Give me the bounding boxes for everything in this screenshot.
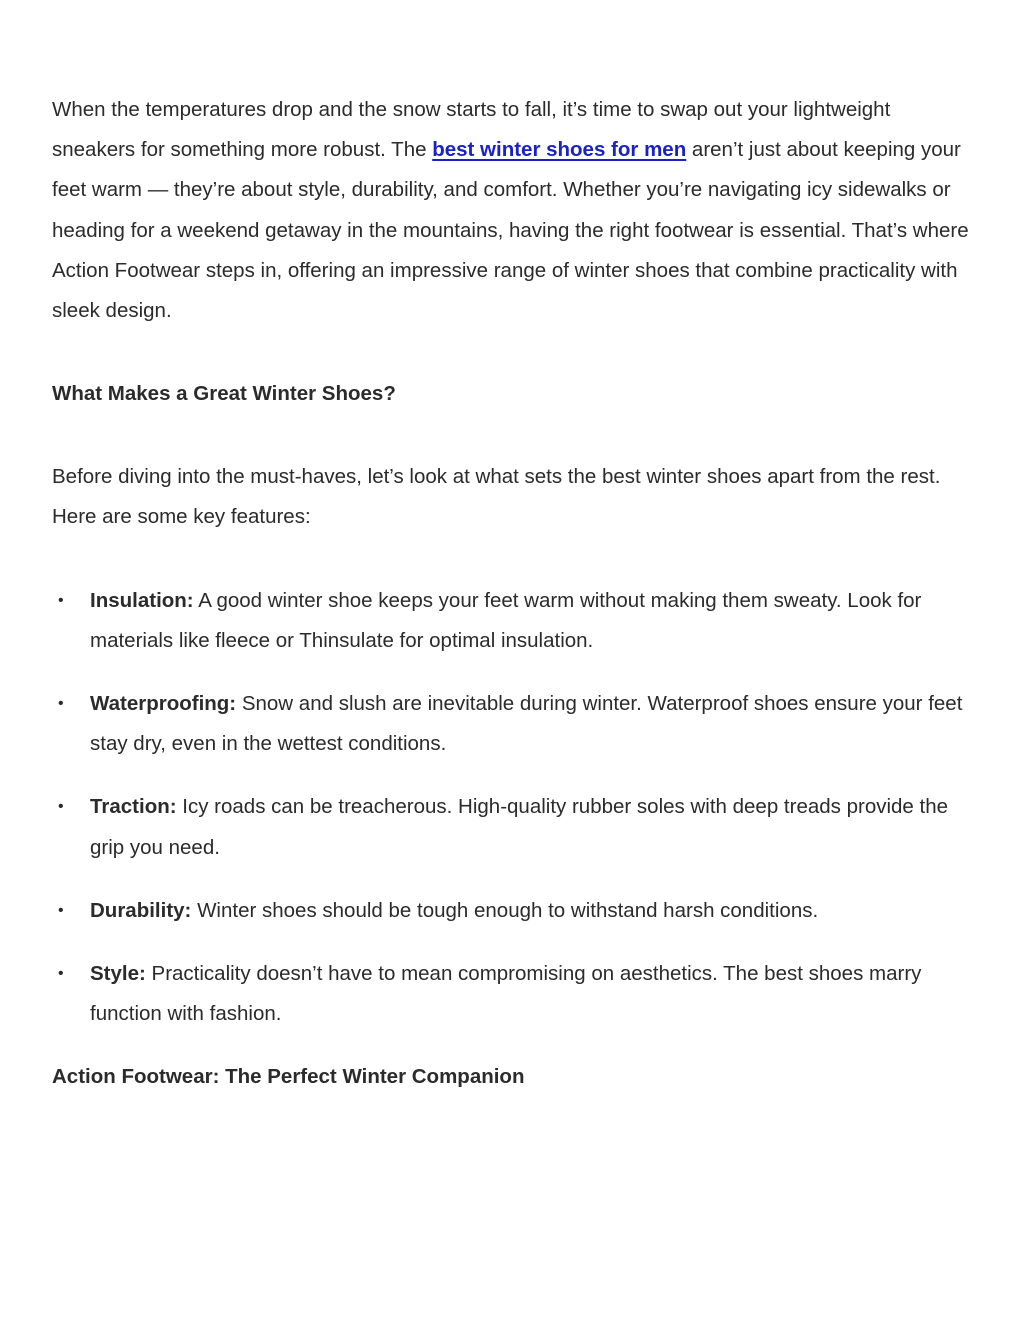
feature-term: Insulation: — [90, 588, 194, 612]
bullet-icon: • — [58, 798, 64, 816]
features-list — [52, 581, 976, 1035]
section-heading-action-footwear: Action Footwear: The Perfect Winter Companion — [52, 1065, 525, 1089]
features-intro-paragraph: Before diving into the must-haves, let’s look at what sets the best winter shoes apart from the rest. Here are some key features: — [52, 465, 941, 529]
bullet-icon: • — [58, 901, 64, 919]
feature-term: Waterproofing: — [90, 692, 237, 716]
list-item — [52, 787, 976, 867]
bullet-icon: • — [58, 591, 64, 609]
bullet-icon: • — [58, 965, 64, 983]
best-winter-shoes-link[interactable]: best winter shoes for men — [432, 138, 687, 162]
feature-term: Style: — [90, 962, 146, 986]
bullet-icon: • — [58, 695, 64, 713]
section-heading-what-makes: What Makes a Great Winter Shoes? — [52, 382, 396, 406]
list-item — [52, 581, 976, 661]
intro-text-before-link: When the temperatures drop and the snow starts to fall, it’s time to swap out your lightweight sneakers for something more robust. The — [52, 98, 891, 162]
list-item — [52, 684, 976, 764]
list-item — [52, 891, 976, 931]
intro-text-after-link: aren’t just about keeping your feet warm — they’re about style, durability, and comfort. Whether you’re navigating icy sidewalks or heading for a weekend getaway in the mountains, having the right footwear is essential. That’s where Action Footwear steps in, offering an impressive range of winter shoes that combine practicality with sleek design. — [52, 138, 969, 323]
feature-description: A good winter shoe keeps your feet warm without making them sweaty. Look for materials like fleece or Thinsulate for optimal insulation. — [90, 588, 922, 652]
intro-paragraph — [52, 90, 976, 331]
feature-description: Icy roads can be treacherous. High-quality rubber soles with deep treads provide the grip you need. — [90, 795, 949, 859]
feature-term: Durability: — [90, 898, 192, 922]
list-item — [52, 954, 976, 1034]
feature-term: Traction: — [90, 795, 177, 819]
feature-description: Winter shoes should be tough enough to withstand harsh conditions. — [191, 898, 819, 922]
feature-description: Snow and slush are inevitable during winter. Waterproof shoes ensure your feet stay dry, even in the wettest conditions. — [90, 692, 963, 756]
feature-description: Practicality doesn’t have to mean compromising on aesthetics. The best shoes marry function with fashion. — [90, 962, 922, 1026]
